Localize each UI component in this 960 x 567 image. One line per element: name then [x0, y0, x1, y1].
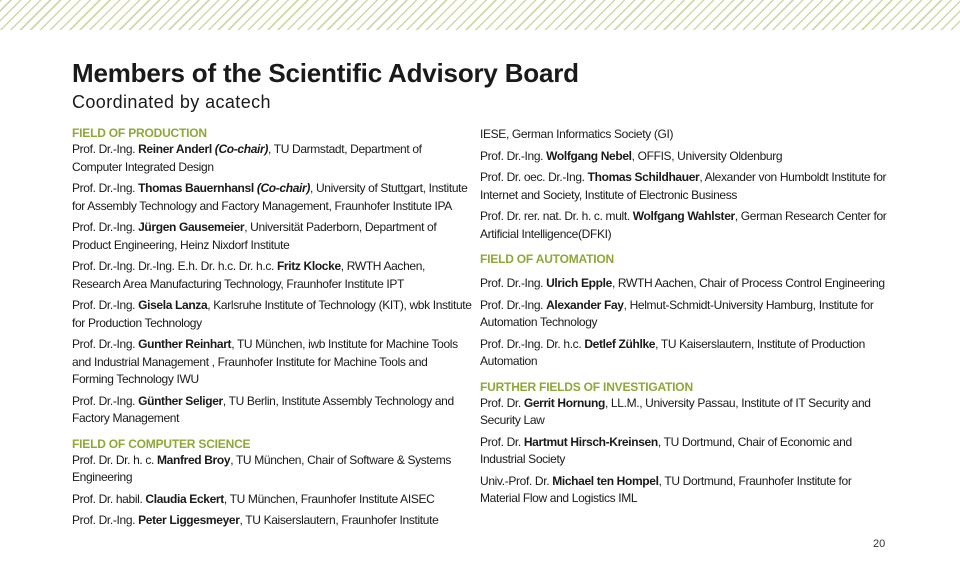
- member-entry: Prof. Dr.-Ing. Jürgen Gausemeier, Universität Paderborn, Department of Product Engineering, Heinz Nixdorf Institute: [72, 220, 437, 252]
- member-entry: Prof. Dr.-Ing. Reiner Anderl (Co-chair), TU Darmstadt, Department of Computer Integrated Design: [72, 142, 422, 174]
- member-name: Wolfgang Nebel: [546, 148, 632, 163]
- member-name: Alexander Fay: [546, 297, 624, 312]
- member-entry: Prof. Dr.-Ing. Ulrich Epple, RWTH Aachen, Chair of Process Control Engineering: [480, 276, 885, 290]
- member-entry-continuation: IESE, German Informatics Society (GI): [480, 127, 674, 141]
- member-name: Gunther Reinhart: [138, 337, 232, 351]
- member-entry: Prof. Dr.-Ing. Alexander Fay, Helmut-Schmidt-University Hamburg, Institute for Automation Technology: [480, 297, 874, 329]
- section-heading-automation: FIELD OF AUTOMATION: [480, 252, 614, 266]
- decorative-stripe-band: [0, 0, 960, 30]
- member-entry: Prof. Dr. rer. nat. Dr. h. c. mult. Wolfgang Wahlster, German Research Center for Artificial Intelligence(DFKI): [480, 209, 887, 241]
- member-entry: Prof. Dr. habil. Claudia Eckert, TU München, Fraunhofer Institute AISEC: [72, 491, 435, 506]
- member-entry: Prof. Dr. oec. Dr.-Ing. Thomas Schildhauer, Alexander von Humboldt Institute for Internet and Society, Institute of Electronic Business: [480, 170, 887, 202]
- member-name: Manfred Broy: [157, 452, 231, 467]
- member-name: Peter Liggesmeyer: [138, 513, 240, 527]
- member-name: Detlef Zühlke: [584, 336, 656, 351]
- member-role: (Co-chair): [211, 142, 268, 156]
- member-name: Hartmut Hirsch-Kreinsen: [523, 434, 658, 449]
- member-name: Günther Seliger: [138, 393, 223, 408]
- member-entry: Prof. Dr.-Ing. Dr.-Ing. E.h. Dr. h.c. Dr. h.c. Fritz Klocke, RWTH Aachen, Research Area Manufacturing Technology, Fraunhofer Institute IPT: [72, 259, 426, 291]
- section-heading-further-fields: FURTHER FIELDS OF INVESTIGATION: [480, 379, 693, 394]
- left-column: [72, 126, 472, 534]
- member-name: Fritz Klocke: [276, 259, 341, 273]
- member-entry: Prof. Dr. Gerrit Hornung, LL.M., University Passau, Institute of IT Security and Security Law: [480, 395, 871, 427]
- member-name: Gerrit Hornung: [523, 395, 605, 410]
- right-column: [480, 126, 890, 512]
- member-role: (Co-chair): [253, 181, 310, 195]
- member-name: Claudia Eckert: [145, 491, 224, 506]
- section-heading-production: FIELD OF PRODUCTION: [72, 126, 207, 140]
- page-number: 20: [873, 538, 886, 550]
- member-entry: Prof. Dr.-Ing. Wolfgang Nebel, OFFIS, University Oldenburg: [480, 148, 783, 163]
- member-entry: Univ.-Prof. Dr. Michael ten Hompel, TU Dortmund, Fraunhofer Institute for Material Flow and Logistics IML: [480, 473, 852, 505]
- member-entry: Prof. Dr. Dr. h. c. Manfred Broy, TU München, Chair of Software & Systems Engineering: [72, 452, 452, 484]
- member-entry: Prof. Dr. Hartmut Hirsch-Kreinsen, TU Dortmund, Chair of Economic and Industrial Society: [480, 434, 852, 466]
- page-subtitle: Coordinated by acatech: [72, 92, 271, 112]
- page-title: Members of the Scientific Advisory Board: [72, 58, 579, 88]
- member-name: Reiner Anderl: [138, 142, 212, 156]
- member-entry: Prof. Dr.-Ing. Gisela Lanza, Karlsruhe Institute of Technology (KIT), wbk Institute for Production Technology: [72, 298, 472, 330]
- member-name: Wolfgang Wahlster: [632, 209, 735, 223]
- member-name: Gisela Lanza: [138, 298, 208, 312]
- member-entry: Prof. Dr.-Ing. Günther Seliger, TU Berlin, Institute Assembly Technology and Factory Management: [72, 393, 454, 425]
- member-name: Jürgen Gausemeier: [138, 220, 245, 234]
- member-name: Thomas Schildhauer: [587, 170, 700, 184]
- member-entry: Prof. Dr.-Ing. Dr. h.c. Detlef Zühlke, TU Kaiserslautern, Institute of Production Automation: [480, 336, 865, 368]
- member-entry: Prof. Dr.-Ing. Gunther Reinhart, TU München, iwb Institute for Machine Tools and Industrial Management , Fraunhofer Institute for Machine Tools and Forming Technology IWU: [72, 337, 458, 386]
- member-name: Michael ten Hompel: [552, 473, 659, 488]
- member-name: Ulrich Epple: [546, 276, 612, 290]
- member-entry: Prof. Dr.-Ing. Thomas Bauernhansl (Co-chair), University of Stuttgart, Institute for Assembly Technology and Factory Management, Fraunhofer Institute IPA: [72, 181, 468, 213]
- member-name: Thomas Bauernhansl: [138, 181, 254, 195]
- section-heading-computer-science: FIELD OF COMPUTER SCIENCE: [72, 436, 251, 451]
- member-entry: Prof. Dr.-Ing. Peter Liggesmeyer, TU Kaiserslautern, Fraunhofer Institute: [72, 513, 439, 527]
